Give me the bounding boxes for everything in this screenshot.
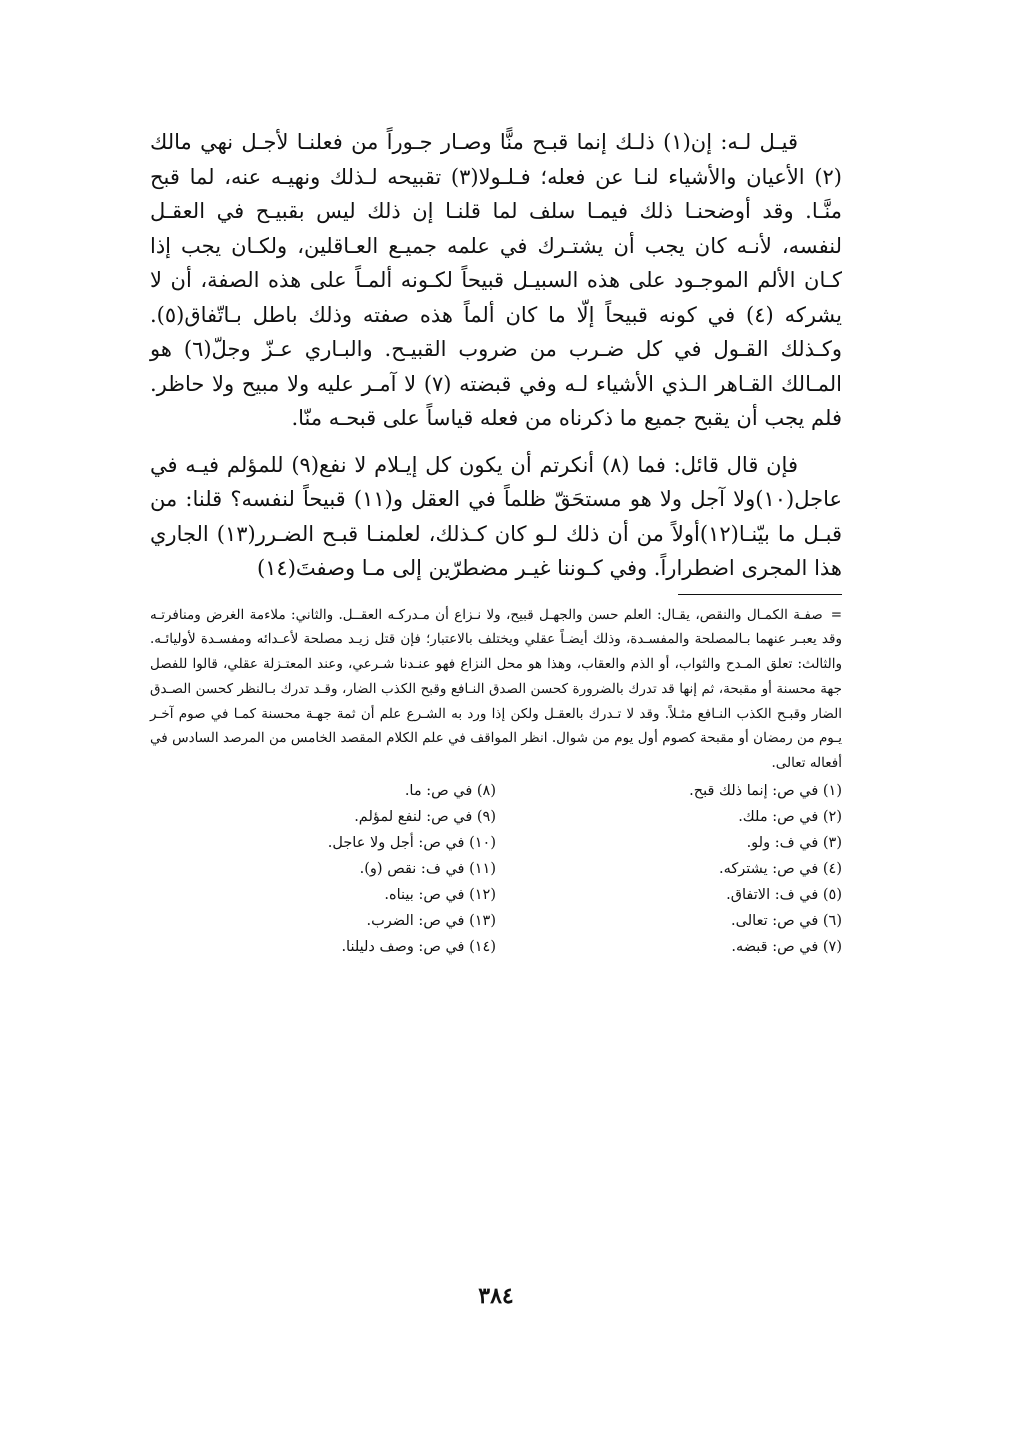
footnote-continued <box>150 603 842 777</box>
page-number: ٣٨٤ <box>478 1283 514 1309</box>
footnote-8: (٨) في ص: ما. <box>404 783 496 800</box>
footnote-6: (٦) في ص: تعالى. <box>731 913 842 930</box>
footnote-12: (١٢) في ص: بيناه. <box>384 887 496 904</box>
footnote-list <box>150 778 842 960</box>
footnote-4: (٤) في ص: يشتركه. <box>718 861 842 878</box>
footnote-14: (١٤) في ص: وصف دليلنا. <box>341 939 496 956</box>
footnote-2: (٢) في ص: ملك. <box>738 809 842 826</box>
footnote-13: (١٣) في ص: الضرب. <box>366 913 496 930</box>
footnote-11: (١١) في ف: نقص (و). <box>359 861 496 878</box>
paragraph-1: قيـل لـه: إن(١) ذلـك إنما قبـح منًّا وصـار جـوراً من فعلنـا لأجـل نهي مالك (٢) الأعيان والأشياء لنـا عن فعله؛ فـلـولا(٣) تقبيحه لـذلك ونهيـه عنه، لما قبح منَّـا. وقد أوضحنـا ذلك فيمـا سلف لما قلنـا إن ذلك ليس بقبيـح في العقـل لنفسه، لأنـه كان يجب أن يشتـرك في علمه جميـع العـاقلين، ولكـان يجب إذا كـان الألم الموجـود على هذه السبيـل قبيحاً لكـونه ألمـاً على هذه الصفة، أن لا يشركه (٤) في كونه قبيحاً إلّا ما كان ألماً هذه صفته وذلك باطل بـاتّفاق(٥). وكـذلك القـول في كل ضـرب من ضروب القبيـح. والبـاري عـزّ وجلّ(٦) هو المـالك القـاهر الـذي الأشياء لـه وفي قبضته (٧) لا آمـر عليه ولا مبيح ولا حاظر. فلم يجب أن يقبح جميع ما ذكرناه من فعله قياساً على قبحـه منّا. <box>150 130 842 430</box>
footnote-3: (٣) في ف: ولو. <box>746 835 842 852</box>
footnote-column-right <box>496 778 842 960</box>
footnote-10: (١٠) في ص: أجل ولا عاجل. <box>327 835 496 852</box>
footnote-separator <box>678 594 842 595</box>
footnote-5: (٥) في ف: الاتفاق. <box>726 887 842 904</box>
continuation-mark: = <box>830 606 842 623</box>
page <box>150 125 842 1325</box>
footnote-9: (٩) في ص: لنفع لمؤلم. <box>354 809 496 826</box>
footnote-7: (٧) في ص: قبضه. <box>731 939 842 956</box>
footnote-continued-text: صفـة الكمـال والنقص، يقـال: العلم حسن والجهـل قبيح، ولا نـزاع أن مـدركـه العقــل. والثاني: ملاءمة الغرض ومنافرتـه وقد يعبـر عنهما بـالمصلحة والمفسـدة، وذلك أيضـاً عقلي ويختلف بالاعتبار؛ فإن قتل زيـد مصلحة لأعـدائه ومفسـدة لأوليائـه. والثالث: تعلق المـدح والثواب، أو الذم والعقاب، وهذا هو محل النزاع فهو عنـدنا شـرعي، وعند المعتـزلة عقلي، قالوا للفصل جهة محسنة أو مقبحة، ثم إنها قد تدرك بالضرورة كحسن الصدق النـافع وقبح الكذب الضار، وقـد تدرك بـالنظر كحسن الصـدق الضار وقبـح الكذب النـافع مثـلاً. وقد لا تـدرك بالعقـل ولكن إذا ورد به الشـرع علم أن ثمة جهـة محسنة كمـا في صوم آخـر يـوم من رمضان أو مقبحة كصوم أول يوم من شوال. انظر المواقف في علم الكلام المقصد الخامس من المرصد السادس في أفعاله تعالى. <box>150 606 842 772</box>
main-text <box>150 125 842 586</box>
footnote-column-left <box>150 778 496 960</box>
footnote-1: (١) في ص: إنما ذلك قبح. <box>689 783 842 800</box>
paragraph-2: فإن قال قائل: فما (٨) أنكرتم أن يكون كل إيـلام لا نفع(٩) للمؤلم فيـه في عاجل(١٠)ولا آجل ولا هو مستحَقّ ظلماً في العقل و(١١) قبيحاً لنفسه؟ قلنا: من قبـل ما بيّنـا(١٢)أولاً من أن ذلك لـو كان كـذلك، لعلمنـا قبـح الضـرر(١٣) الجاري هذا المجرى اضطراراً. وفي كـوننا غيـر مضطرّين إلى مـا وصفتَ(١٤) <box>150 452 843 580</box>
